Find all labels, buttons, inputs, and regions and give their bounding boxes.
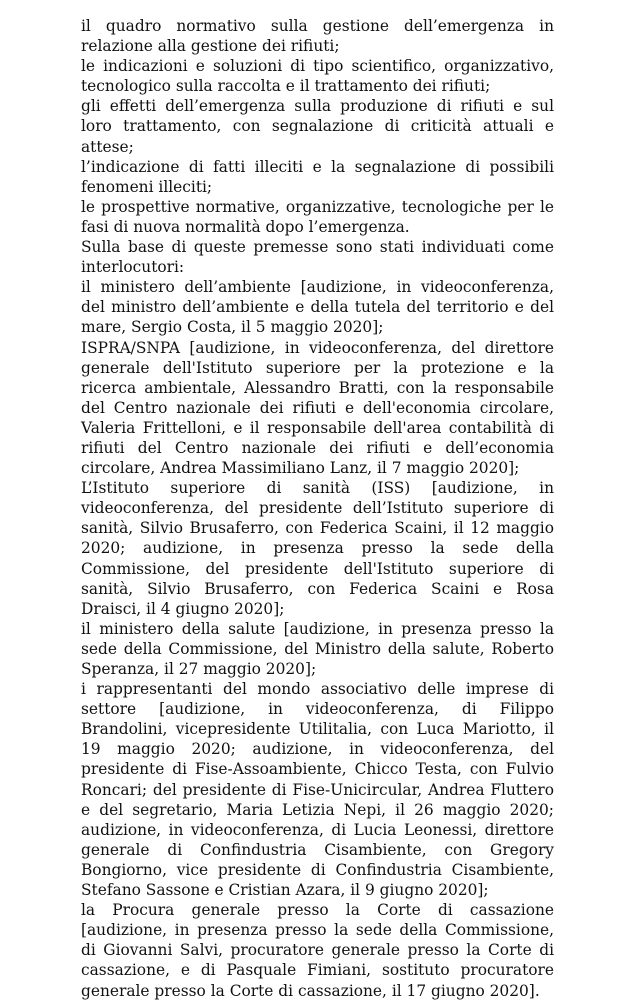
list-item-ministry-health: il ministero della salute [audizione, in presenza presso la sede della Commissione, del Ministro della salute, Roberto Speranza, il 27 maggio 2020]; [81, 619, 554, 678]
list-item-scientific-solutions: le indicazioni e soluzioni di tipo scientifico, organizzativo, tecnologico sulla raccolta e il trattamento dei rifiuti; [81, 57, 554, 96]
list-item-normative-framework: il quadro normativo sulla gestione dell’emergenza in relazione alla gestione dei rifiuti; [81, 17, 554, 56]
list-item-future-perspectives: le prospettive normative, organizzative, tecnologiche per le fasi di nuova normalità dopo l’emergenza. [81, 197, 554, 236]
intro-interlocutors: Sulla base di queste premesse sono stati individuati come interlocutori: [81, 238, 554, 277]
list-item-procura-generale: la Procura generale presso la Corte di cassazione [audizione, in presenza presso la sede della Commissione, di Giovanni Salvi, procuratore generale presso la Corte di cassazione, e di Pasquale Fimiani, sostituto procuratore generale presso la Corte di cassazione, il 17 giugno 2020]. [81, 901, 554, 1000]
list-item-emergency-effects: gli effetti dell’emergenza sulla produzione di rifiuti e sul loro trattamento, con segnalazione di criticità attuali e attese; [81, 97, 554, 156]
list-item-business-associations: i rappresentanti del mondo associativo delle imprese di settore [audizione, in videoconferenza, di Filippo Brandolini, vicepresidente Utilitalia, con Luca Mariotto, il 19 maggio 2020; audizione, in videoconferenza, del presidente di Fise-Assoambiente, Chicco Testa, con Fulvio Roncari; del presidente di Fise-Unicircular, Andrea Fluttero e del segretario, Maria Letizia Nepi, il 26 maggio 2020; audizione, in videoconferenza, di Lucia Leonessi, direttore generale di Confindustria Cisambiente, con Gregory Bongiorno, vice presidente di Confindustria Cisambiente, Stefano Sassone e Cristian Azara, il 9 giugno 2020]; [81, 680, 554, 900]
document-page [81, 16, 554, 1001]
list-item-illicit-facts: l’indicazione di fatti illeciti e la segnalazione di possibili fenomeni illeciti; [81, 157, 554, 196]
list-item-ispra-snpa: ISPRA/SNPA [audizione, in videoconferenza, del direttore generale dell'Istituto superiore per la protezione e la ricerca ambientale, Alessandro Bratti, con la responsabile del Centro nazionale dei rifiuti e dell'economia circolare, Valeria Frittelloni, e il responsabile dell'area contabilità di rifiuti del Centro nazionale dei rifiuti e dell’economia circolare, Andrea Massimiliano Lanz, il 7 maggio 2020]; [81, 338, 554, 478]
list-item-ministry-environment: il ministero dell’ambiente [audizione, in videoconferenza, del ministro dell’ambiente e della tutela del territorio e del mare, Sergio Costa, il 5 maggio 2020]; [81, 278, 554, 337]
list-item-iss: L’Istituto superiore di sanità (ISS) [audizione, in videoconferenza, del presidente dell’Istituto superiore di sanità, Silvio Brusaferro, con Federica Scaini, il 12 maggio 2020; audizione, in presenza presso la sede della Commissione, del presidente dell'Istituto superiore di sanità, Silvio Brusaferro, con Federica Scaini e Rosa Draisci, il 4 giugno 2020]; [81, 479, 554, 618]
